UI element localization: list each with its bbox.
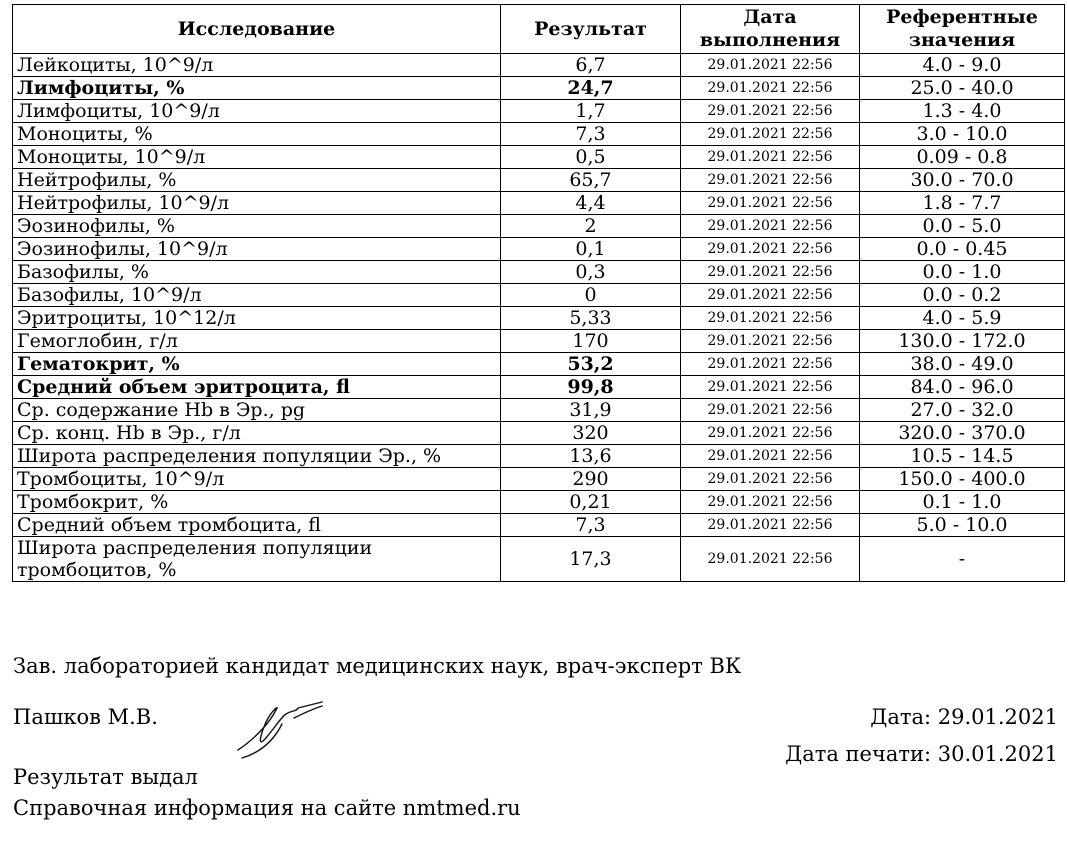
reference-cell: 4.0 - 9.0 [860, 54, 1065, 77]
table-row [13, 491, 1065, 514]
result-cell: 53,2 [501, 353, 681, 376]
table-row [13, 284, 1065, 307]
test-name-cell: Гематокрит, % [13, 353, 501, 376]
date-cell: 29.01.2021 22:56 [681, 307, 860, 330]
result-cell: 7,3 [501, 514, 681, 537]
result-cell: 1,7 [501, 100, 681, 123]
reference-cell: 10.5 - 14.5 [860, 445, 1065, 468]
test-name-cell: Лейкоциты, 10^9/л [13, 54, 501, 77]
result-cell: 4,4 [501, 192, 681, 215]
result-cell: 0,3 [501, 261, 681, 284]
test-name-cell: Средний объем эритроцита, fl [13, 376, 501, 399]
date-cell: 29.01.2021 22:56 [681, 491, 860, 514]
table-header-row [13, 5, 1065, 54]
date-cell: 29.01.2021 22:56 [681, 100, 860, 123]
date-cell: 29.01.2021 22:56 [681, 537, 860, 582]
table-row [13, 123, 1065, 146]
reference-cell: 27.0 - 32.0 [860, 399, 1065, 422]
reference-cell: 0.0 - 1.0 [860, 261, 1065, 284]
date-cell: 29.01.2021 22:56 [681, 514, 860, 537]
head-of-lab-title: Зав. лабораторией кандидат медицинских наук, врач-эксперт ВК [13, 654, 742, 678]
test-name-cell: Эозинофилы, % [13, 215, 501, 238]
report-date: Дата: 29.01.2021 [870, 705, 1058, 729]
result-cell: 0,21 [501, 491, 681, 514]
reference-cell: 84.0 - 96.0 [860, 376, 1065, 399]
test-name-cell: Тромбоциты, 10^9/л [13, 468, 501, 491]
result-cell: 170 [501, 330, 681, 353]
test-name-cell: Ср. конц. Hb в Эр., г/л [13, 422, 501, 445]
table-row [13, 238, 1065, 261]
reference-info: Справочная информация на сайте nmtmed.ru [13, 796, 521, 820]
table-row [13, 100, 1065, 123]
reference-cell: 150.0 - 400.0 [860, 468, 1065, 491]
reference-cell: 38.0 - 49.0 [860, 353, 1065, 376]
reference-cell: 0.0 - 0.2 [860, 284, 1065, 307]
table-row [13, 215, 1065, 238]
result-cell: 5,33 [501, 307, 681, 330]
date-cell: 29.01.2021 22:56 [681, 376, 860, 399]
date-cell: 29.01.2021 22:56 [681, 445, 860, 468]
date-cell: 29.01.2021 22:56 [681, 169, 860, 192]
result-cell: 65,7 [501, 169, 681, 192]
result-cell: 0,5 [501, 146, 681, 169]
result-cell: 290 [501, 468, 681, 491]
test-name-cell: Нейтрофилы, 10^9/л [13, 192, 501, 215]
result-cell: 2 [501, 215, 681, 238]
table-row [13, 445, 1065, 468]
result-cell: 31,9 [501, 399, 681, 422]
reference-cell: 0.09 - 0.8 [860, 146, 1065, 169]
reference-cell: 5.0 - 10.0 [860, 514, 1065, 537]
result-cell: 24,7 [501, 77, 681, 100]
table-row [13, 537, 1065, 582]
reference-cell: 3.0 - 10.0 [860, 123, 1065, 146]
test-name-cell: Средний объем тромбоцита, fl [13, 514, 501, 537]
date-cell: 29.01.2021 22:56 [681, 399, 860, 422]
reference-cell: 25.0 - 40.0 [860, 77, 1065, 100]
doctor-name: Пашков М.В. [13, 705, 158, 729]
test-name-cell: Широта распределения популяции Эр., % [13, 445, 501, 468]
result-cell: 6,7 [501, 54, 681, 77]
reference-cell: 1.8 - 7.7 [860, 192, 1065, 215]
reference-cell: 130.0 - 172.0 [860, 330, 1065, 353]
result-cell: 13,6 [501, 445, 681, 468]
table-row [13, 353, 1065, 376]
table-row [13, 376, 1065, 399]
reference-cell: - [860, 537, 1065, 582]
reference-cell: 320.0 - 370.0 [860, 422, 1065, 445]
reference-cell: 0.1 - 1.0 [860, 491, 1065, 514]
results-table [12, 4, 1065, 582]
test-name-cell: Моноциты, % [13, 123, 501, 146]
date-cell: 29.01.2021 22:56 [681, 353, 860, 376]
date-cell: 29.01.2021 22:56 [681, 54, 860, 77]
test-name-cell: Базофилы, 10^9/л [13, 284, 501, 307]
table-row [13, 307, 1065, 330]
test-name-cell: Моноциты, 10^9/л [13, 146, 501, 169]
date-cell: 29.01.2021 22:56 [681, 238, 860, 261]
table-row [13, 54, 1065, 77]
header-reference: Референтные значения [860, 5, 1065, 54]
reference-cell: 0.0 - 0.45 [860, 238, 1065, 261]
test-name-cell: Широта распределения популяции тромбоцитов, % [13, 537, 501, 582]
date-cell: 29.01.2021 22:56 [681, 146, 860, 169]
test-name-cell: Ср. содержание Hb в Эр., pg [13, 399, 501, 422]
test-name-cell: Эозинофилы, 10^9/л [13, 238, 501, 261]
date-cell: 29.01.2021 22:56 [681, 123, 860, 146]
issued-by-label: Результат выдал [13, 765, 198, 789]
test-name-cell: Гемоглобин, г/л [13, 330, 501, 353]
table-row [13, 261, 1065, 284]
reference-cell: 1.3 - 4.0 [860, 100, 1065, 123]
header-test: Исследование [13, 5, 501, 54]
header-date: Дата выполнения [681, 5, 860, 54]
test-name-cell: Базофилы, % [13, 261, 501, 284]
test-name-cell: Нейтрофилы, % [13, 169, 501, 192]
table-row [13, 77, 1065, 100]
result-cell: 0 [501, 284, 681, 307]
test-name-cell: Лимфоциты, % [13, 77, 501, 100]
table-row [13, 169, 1065, 192]
table-row [13, 146, 1065, 169]
table-row [13, 468, 1065, 491]
signature-image [236, 700, 340, 760]
results-table-body [13, 54, 1065, 582]
table-row [13, 514, 1065, 537]
test-name-cell: Эритроциты, 10^12/л [13, 307, 501, 330]
date-cell: 29.01.2021 22:56 [681, 192, 860, 215]
table-row [13, 192, 1065, 215]
table-row [13, 330, 1065, 353]
date-cell: 29.01.2021 22:56 [681, 330, 860, 353]
test-name-cell: Лимфоциты, 10^9/л [13, 100, 501, 123]
date-cell: 29.01.2021 22:56 [681, 215, 860, 238]
date-cell: 29.01.2021 22:56 [681, 422, 860, 445]
date-cell: 29.01.2021 22:56 [681, 77, 860, 100]
reference-cell: 0.0 - 5.0 [860, 215, 1065, 238]
result-cell: 99,8 [501, 376, 681, 399]
date-cell: 29.01.2021 22:56 [681, 468, 860, 491]
result-cell: 7,3 [501, 123, 681, 146]
reference-cell: 4.0 - 5.9 [860, 307, 1065, 330]
table-row [13, 399, 1065, 422]
test-name-cell: Тромбокрит, % [13, 491, 501, 514]
date-cell: 29.01.2021 22:56 [681, 284, 860, 307]
date-cell: 29.01.2021 22:56 [681, 261, 860, 284]
reference-cell: 30.0 - 70.0 [860, 169, 1065, 192]
header-result: Результат [501, 5, 681, 54]
result-cell: 17,3 [501, 537, 681, 582]
result-cell: 320 [501, 422, 681, 445]
print-date: Дата печати: 30.01.2021 [785, 742, 1058, 766]
result-cell: 0,1 [501, 238, 681, 261]
table-row [13, 422, 1065, 445]
